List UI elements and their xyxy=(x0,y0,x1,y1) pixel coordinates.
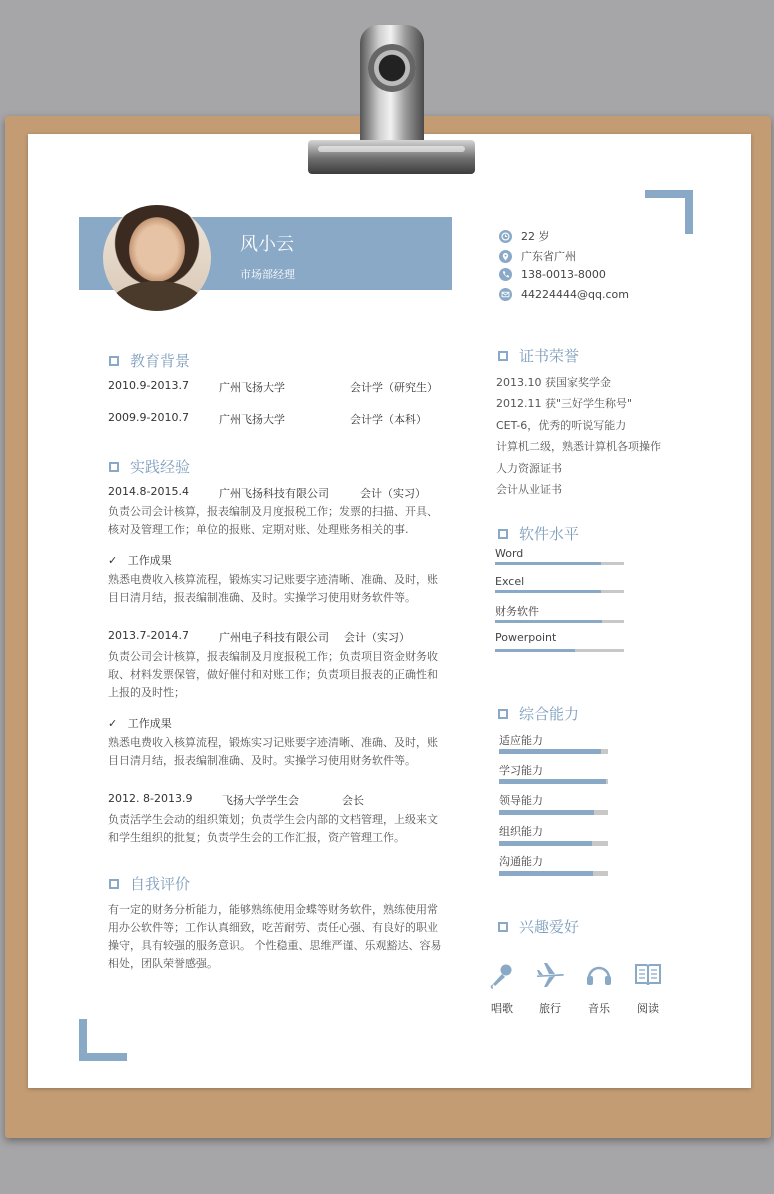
certificate-item: CET-6，优秀的听说写能力 xyxy=(496,419,627,432)
contact-email-text: 44224444@qq.com xyxy=(521,288,629,301)
job-company: 广州飞扬科技有限公司 xyxy=(219,487,329,500)
contact-age xyxy=(499,228,550,244)
edu-school: 广州飞扬大学 xyxy=(219,413,285,426)
software-label: Word xyxy=(495,547,524,560)
edu-period: 2009.9-2010.7 xyxy=(108,411,189,424)
contact-phone-text: 138-0013-8000 xyxy=(521,268,606,281)
edu-degree: 会计学（研究生） xyxy=(350,381,438,394)
software-label: Powerpoint xyxy=(495,631,557,644)
job-period: 2013.7-2014.7 xyxy=(108,629,189,642)
ability-label: 组织能力 xyxy=(499,825,543,838)
job-company: 飞扬大学学生会 xyxy=(222,794,299,807)
ability-bar xyxy=(499,779,608,784)
software-bar-fill xyxy=(495,649,575,652)
software-bar xyxy=(495,620,624,623)
square-icon xyxy=(498,922,508,932)
square-icon xyxy=(498,709,508,719)
section-practice-title: 实践经验 xyxy=(130,458,191,476)
certificate-item: 人力资源证书 xyxy=(496,462,562,475)
job-role: 会长 xyxy=(342,794,364,807)
ability-bar-fill xyxy=(499,810,594,815)
result-heading xyxy=(108,715,172,731)
section-hobbies-title: 兴趣爱好 xyxy=(519,918,580,936)
job-role: 会计（实习） xyxy=(360,487,426,500)
certificate-item: 2013.10 获国家奖学金 xyxy=(496,376,611,389)
section-software-title: 软件水平 xyxy=(519,525,580,543)
job-description: 负责公司会计核算，报表编制及月度报税工作；负责项目资金财务收取、材料发票保管，做好催付和对账工作；负责项目报表的正确性和上报的及时性； xyxy=(108,650,438,699)
contact-email xyxy=(499,288,629,301)
software-bar xyxy=(495,590,624,593)
airplane-icon xyxy=(532,960,568,990)
profile-name: 风小云 xyxy=(240,234,294,255)
certificate-item: 2012.11 获"三好学生称号" xyxy=(496,397,633,410)
job-result: 熟悉电费收入核算流程，锻炼实习记账要字迹清晰、准确、及时，账目日清月结，报表编制准确、及时。实操学习使用财务软件等。 xyxy=(108,573,438,604)
ability-bar-fill xyxy=(499,749,601,754)
square-icon xyxy=(109,356,119,366)
contact-phone xyxy=(499,268,606,281)
job-description: 负责公司会计核算，报表编制及月度报税工作；发票的扫描、开具、核对及管理工作；单位的报账、定期对账、处理账务相关的事. xyxy=(108,505,438,536)
ability-label: 适应能力 xyxy=(499,734,543,747)
square-icon xyxy=(498,529,508,539)
software-bar xyxy=(495,562,624,565)
job-company: 广州电子科技有限公司 xyxy=(219,631,329,644)
check-icon: ✓ xyxy=(108,717,118,730)
section-self-eval-title: 自我评价 xyxy=(130,875,191,893)
ability-label: 领导能力 xyxy=(499,794,543,807)
corner-mark-bottom-left xyxy=(79,1019,127,1061)
headphones-icon xyxy=(581,960,617,990)
hobby-singing xyxy=(484,960,520,1016)
software-bar xyxy=(495,649,624,652)
avatar xyxy=(103,205,211,311)
corner-mark-top-right xyxy=(645,190,693,234)
profile-title: 市场部经理 xyxy=(240,268,295,281)
clip-base xyxy=(308,140,475,174)
contact-location xyxy=(499,248,576,264)
square-icon xyxy=(109,879,119,889)
job-description: 负责活学生会动的组织策划；负责学生会内部的文档管理，上级来文和学生组织的批复；负责学生会的工作汇报，资产管理工作。 xyxy=(108,813,438,844)
result-heading xyxy=(108,552,172,568)
job-period: 2012. 8-2013.9 xyxy=(108,792,193,805)
section-education-title: 教育背景 xyxy=(130,352,191,370)
ability-label: 学习能力 xyxy=(499,764,543,777)
job-result: 熟悉电费收入核算流程，锻炼实习记账要字迹清晰、准确、及时，账目日清月结，报表编制准确、及时。实操学习使用财务软件等。 xyxy=(108,736,438,767)
contact-location-text: 广东省广州 xyxy=(521,250,576,263)
ability-bar-fill xyxy=(499,841,592,846)
clip-ring xyxy=(368,44,416,92)
edu-school: 广州飞扬大学 xyxy=(219,381,285,394)
location-icon xyxy=(499,250,512,263)
hobby-travel xyxy=(532,960,568,1016)
section-practice xyxy=(109,456,190,477)
section-software xyxy=(498,523,579,544)
software-bar-fill xyxy=(495,620,602,623)
software-bar-fill xyxy=(495,590,601,593)
software-label: Excel xyxy=(495,575,525,588)
certificate-item: 会计从业证书 xyxy=(496,483,562,496)
book-icon xyxy=(630,960,666,990)
clock-icon xyxy=(499,230,512,243)
ability-bar xyxy=(499,749,608,754)
ability-label: 沟通能力 xyxy=(499,855,543,868)
section-certificates-title: 证书荣誉 xyxy=(519,347,580,365)
microphone-icon xyxy=(484,960,520,990)
section-education xyxy=(109,350,190,371)
section-certificates xyxy=(498,345,579,366)
hobby-label: 旅行 xyxy=(539,1002,561,1015)
hobby-label: 阅读 xyxy=(637,1002,659,1015)
ability-bar xyxy=(499,871,608,876)
section-abilities xyxy=(498,703,579,724)
hobby-music xyxy=(581,960,617,1016)
hobby-reading xyxy=(630,960,666,1016)
self-eval-text: 有一定的财务分析能力，能够熟练使用金蝶等财务软件，熟练使用常用办公软件等；工作认真细致，吃苦耐劳、责任心强、有良好的职业操守，具有较强的服务意识。 个性稳重、思维严谨、乐观豁达、容易相处，团队荣誉感强。 xyxy=(108,903,442,970)
contact-age-text: 22 岁 xyxy=(521,230,550,243)
edu-degree: 会计学（本科） xyxy=(350,413,427,426)
square-icon xyxy=(109,462,119,472)
software-label: 财务软件 xyxy=(495,605,539,618)
ability-bar xyxy=(499,841,608,846)
certificate-item: 计算机二级，熟悉计算机各项操作 xyxy=(496,440,661,453)
job-period: 2014.8-2015.4 xyxy=(108,485,189,498)
ability-bar-fill xyxy=(499,871,593,876)
check-icon: ✓ xyxy=(108,554,118,567)
section-self-eval xyxy=(109,873,190,894)
result-label: 工作成果 xyxy=(127,717,172,730)
job-role: 会计（实习） xyxy=(344,631,410,644)
edu-period: 2010.9-2013.7 xyxy=(108,379,189,392)
section-abilities-title: 综合能力 xyxy=(519,705,580,723)
hobby-label: 音乐 xyxy=(588,1002,610,1015)
result-label: 工作成果 xyxy=(127,554,172,567)
ability-bar-fill xyxy=(499,779,606,784)
hobby-label: 唱歌 xyxy=(491,1002,513,1015)
square-icon xyxy=(498,351,508,361)
software-bar-fill xyxy=(495,562,601,565)
mail-icon xyxy=(499,288,512,301)
phone-icon xyxy=(499,268,512,281)
ability-bar xyxy=(499,810,608,815)
section-hobbies xyxy=(498,916,579,937)
